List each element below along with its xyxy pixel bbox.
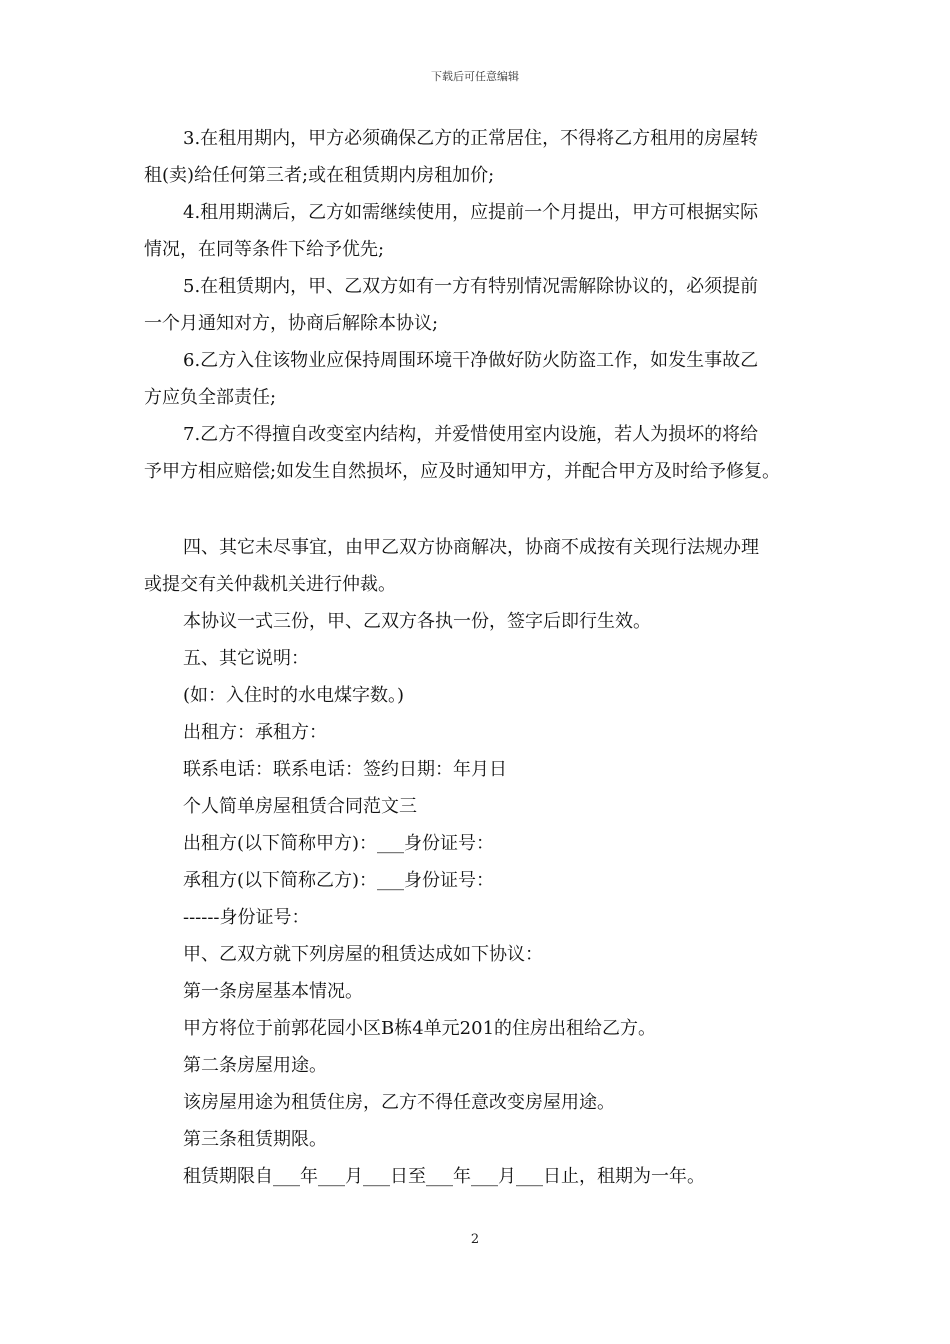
paragraph-line: (如：入住时的水电煤字数。) <box>183 685 405 706</box>
paragraph-line: 予甲方相应赔偿;如发生自然损坏，应及时通知甲方，并配合甲方及时给予修复。 <box>144 461 781 482</box>
paragraph-line: ------身份证号： <box>183 907 310 928</box>
paragraph-line: 该房屋用途为租赁住房，乙方不得任意改变房屋用途。 <box>183 1092 615 1113</box>
paragraph-line: 6.乙方入住该物业应保持周围环境干净做好防火防盗工作，如发生事故乙 <box>183 350 759 371</box>
paragraph-line: 方应负全部责任; <box>144 387 277 408</box>
clause-heading: 第三条租赁期限。 <box>183 1129 327 1150</box>
section-spacer <box>144 490 820 529</box>
paragraph-line: 租赁期限自___年___月___日至___年___月___日止，租期为一年。 <box>183 1166 705 1187</box>
section-title: 个人简单房屋租赁合同范文三 <box>183 796 417 817</box>
paragraph-line: 本协议一式三份，甲、乙双方各执一份，签字后即行生效。 <box>183 611 651 632</box>
page-header: 下载后可任意编辑 <box>431 70 519 83</box>
clause-heading: 第一条房屋基本情况。 <box>183 981 363 1002</box>
paragraph-line: 3.在租用期内，甲方必须确保乙方的正常居住，不得将乙方租用的房屋转 <box>183 128 759 149</box>
paragraph-line: 承租方(以下简称乙方)：___身份证号： <box>183 870 495 891</box>
paragraph-line: 出租方：承租方： <box>183 722 327 743</box>
paragraph-line: 一个月通知对方，协商后解除本协议; <box>144 313 439 334</box>
paragraph-line: 甲、乙双方就下列房屋的租赁达成如下协议： <box>183 944 543 965</box>
paragraph-line: 五、其它说明： <box>183 648 309 669</box>
paragraph-line: 租(卖)给任何第三者;或在租赁期内房租加价; <box>144 165 495 186</box>
clause-heading: 第二条房屋用途。 <box>183 1055 327 1076</box>
paragraph-line: 出租方(以下简称甲方)：___身份证号： <box>183 833 495 854</box>
paragraph-line: 四、其它未尽事宜，由甲乙双方协商解决，协商不成按有关现行法规办理 <box>183 537 759 558</box>
paragraph-line: 甲方将位于前郭花园小区B栋4单元201的住房出租给乙方。 <box>183 1018 657 1039</box>
paragraph-line: 4.租用期满后，乙方如需继续使用，应提前一个月提出，甲方可根据实际 <box>183 202 759 223</box>
document-body <box>144 120 820 1195</box>
paragraph-line: 7.乙方不得擅自改变室内结构，并爱惜使用室内设施，若人为损坏的将给 <box>183 424 759 445</box>
paragraph-line: 5.在租赁期内，甲、乙双方如有一方有特别情况需解除协议的，必须提前 <box>183 276 759 297</box>
paragraph-line: 情况，在同等条件下给予优先; <box>144 239 385 260</box>
page-number: 2 <box>470 1232 480 1247</box>
paragraph-line: 联系电话：联系电话：签约日期：年月日 <box>183 759 507 780</box>
paragraph-line: 或提交有关仲裁机关进行仲裁。 <box>144 574 396 595</box>
